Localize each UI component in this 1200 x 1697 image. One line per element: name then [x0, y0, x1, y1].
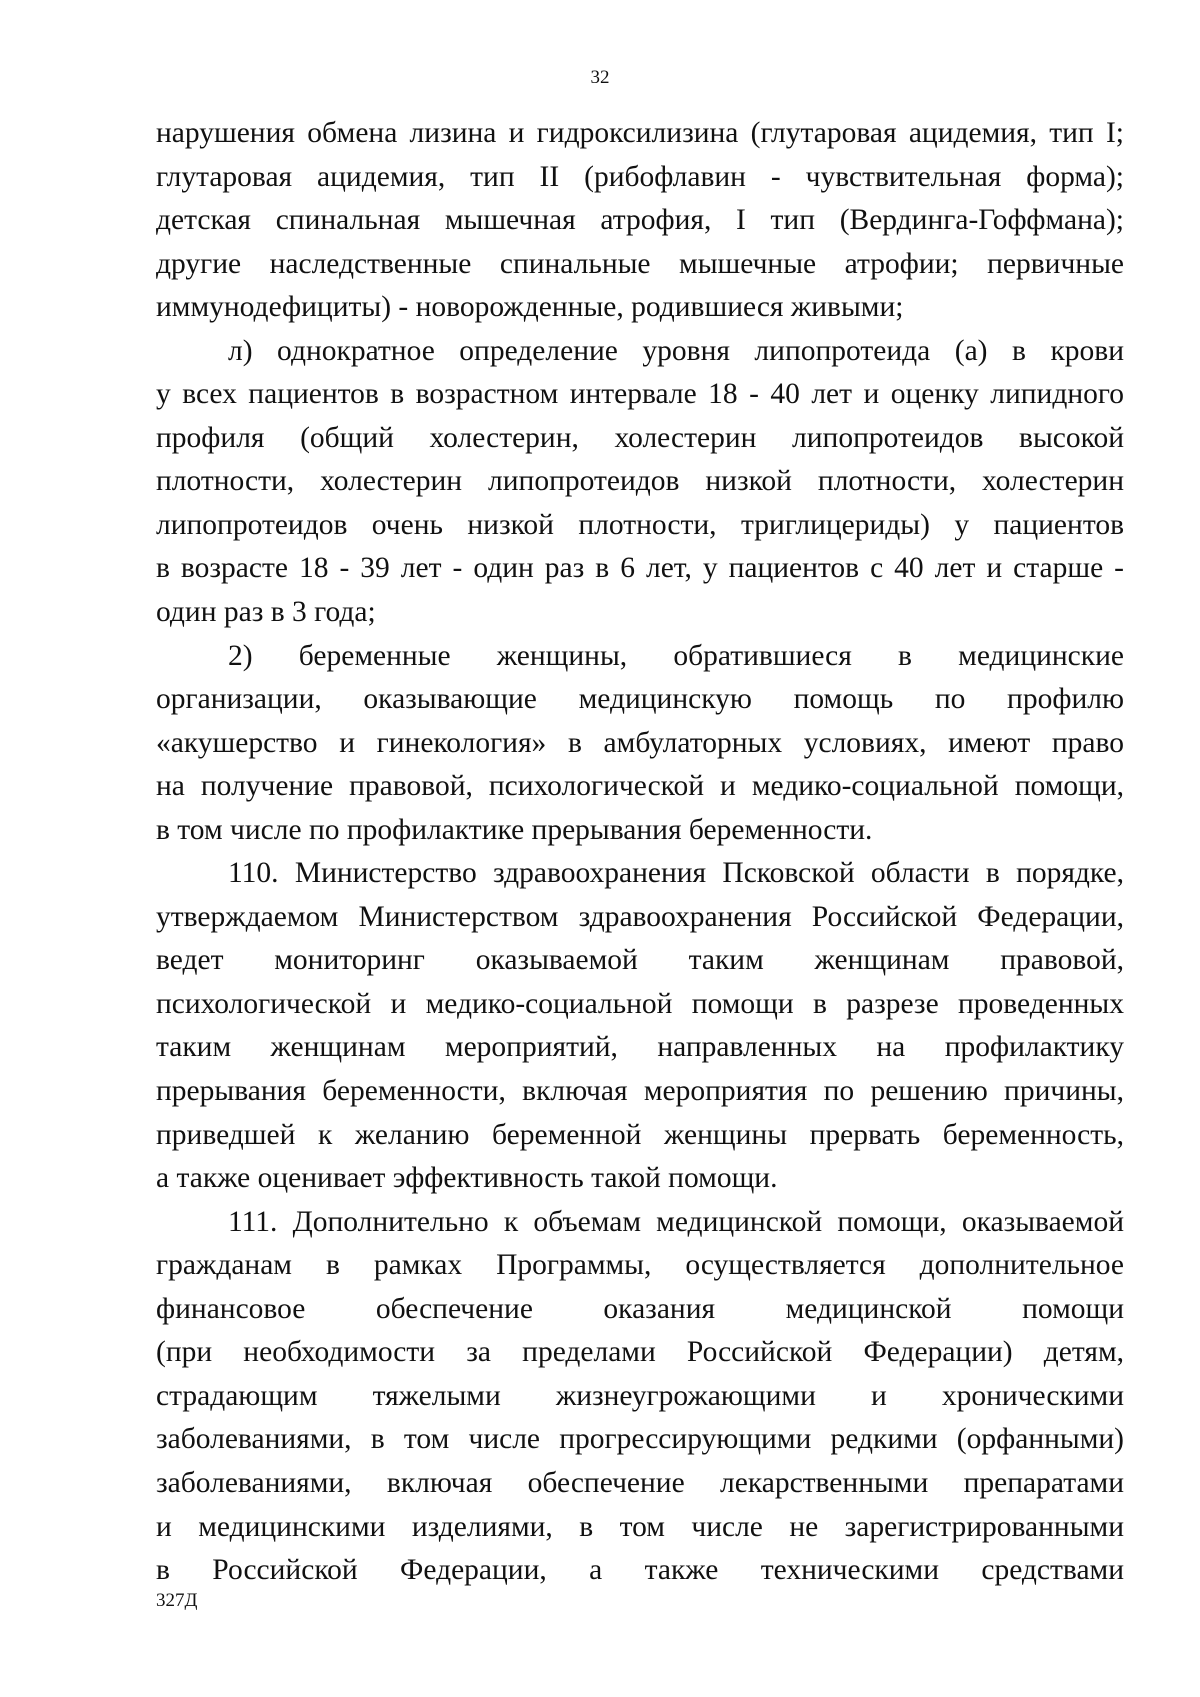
text-line: на получение правовой, психологической и медико-социальной помощи, [156, 770, 1124, 803]
text-line: л) однократное определение уровня липопротеида (а) в крови [228, 334, 1124, 367]
paragraph [156, 112, 1124, 330]
paragraph [156, 330, 1124, 635]
text-line: приведшей к желанию беременной женщины прервать беременность, [156, 1118, 1124, 1151]
document-code: 327Д [156, 1590, 198, 1611]
text-line: и медицинскими изделиями, в том числе не зарегистрированными [156, 1510, 1124, 1543]
text-line: заболеваниями, в том числе прогрессирующими редкими (орфанными) [156, 1423, 1124, 1456]
paragraph [156, 852, 1124, 1200]
text-line: психологической и медико-социальной помощи в разрезе проведенных [156, 987, 1124, 1020]
text-line: заболеваниями, включая обеспечение лекарственными препаратами [156, 1466, 1124, 1499]
text-line: а также оценивает эффективность такой помощи. [156, 1162, 778, 1195]
text-line: липопротеидов очень низкой плотности, триглицериды) у пациентов [156, 508, 1124, 541]
text-line: в Российской Федерации, а также техническими средствами [156, 1554, 1124, 1587]
text-line: 2) беременные женщины, обратившиеся в медицинские [228, 639, 1124, 672]
text-line: в том числе по профилактике прерывания беременности. [156, 813, 873, 846]
text-line: гражданам в рамках Программы, осуществляется дополнительное [156, 1249, 1124, 1282]
text-line: страдающим тяжелыми жизнеугрожающими и хроническими [156, 1379, 1124, 1412]
text-line: «акушерство и гинекология» в амбулаторных условиях, имеют право [156, 726, 1124, 759]
text-line: организации, оказывающие медицинскую помощь по профилю [156, 683, 1124, 716]
text-line: 111. Дополнительно к объемам медицинской помощи, оказываемой [228, 1205, 1124, 1238]
text-line: в возрасте 18 - 39 лет - один раз в 6 лет, у пациентов с 40 лет и старше - [156, 552, 1124, 585]
text-line: финансовое обеспечение оказания медицинской помощи [156, 1292, 1124, 1325]
text-line: иммунодефициты) - новорожденные, родившиеся живыми; [156, 291, 904, 324]
text-line: 110. Министерство здравоохранения Псковской области в порядке, [228, 857, 1124, 890]
text-line: ведет мониторинг оказываемой таким женщинам правовой, [156, 944, 1124, 977]
text-line: плотности, холестерин липопротеидов низкой плотности, холестерин [156, 465, 1124, 498]
text-line: утверждаемом Министерством здравоохранения Российской Федерации, [156, 900, 1124, 933]
text-line: глутаровая ацидемия, тип II (рибофлавин - чувствительная форма); [156, 160, 1124, 193]
text-line: у всех пациентов в возрастном интервале 18 - 40 лет и оценку липидного [156, 378, 1124, 411]
text-line: детская спинальная мышечная атрофия, I тип (Вердинга-Гоффмана); [156, 204, 1124, 237]
paragraph [156, 1201, 1124, 1593]
text-line: нарушения обмена лизина и гидроксилизина (глутаровая ацидемия, тип I; [156, 117, 1124, 149]
paragraph [156, 635, 1124, 853]
text-line: профиля (общий холестерин, холестерин липопротеидов высокой [156, 421, 1124, 454]
page-number: 32 [590, 67, 610, 88]
text-line: (при необходимости за пределами Российской Федерации) детям, [156, 1336, 1124, 1369]
text-line: прерывания беременности, включая мероприятия по решению причины, [156, 1075, 1124, 1108]
text-line: таким женщинам мероприятий, направленных на профилактику [156, 1031, 1124, 1064]
text-line: другие наследственные спинальные мышечные атрофии; первичные [156, 247, 1124, 280]
document-body [156, 112, 1124, 1593]
text-line: один раз в 3 года; [156, 596, 376, 629]
